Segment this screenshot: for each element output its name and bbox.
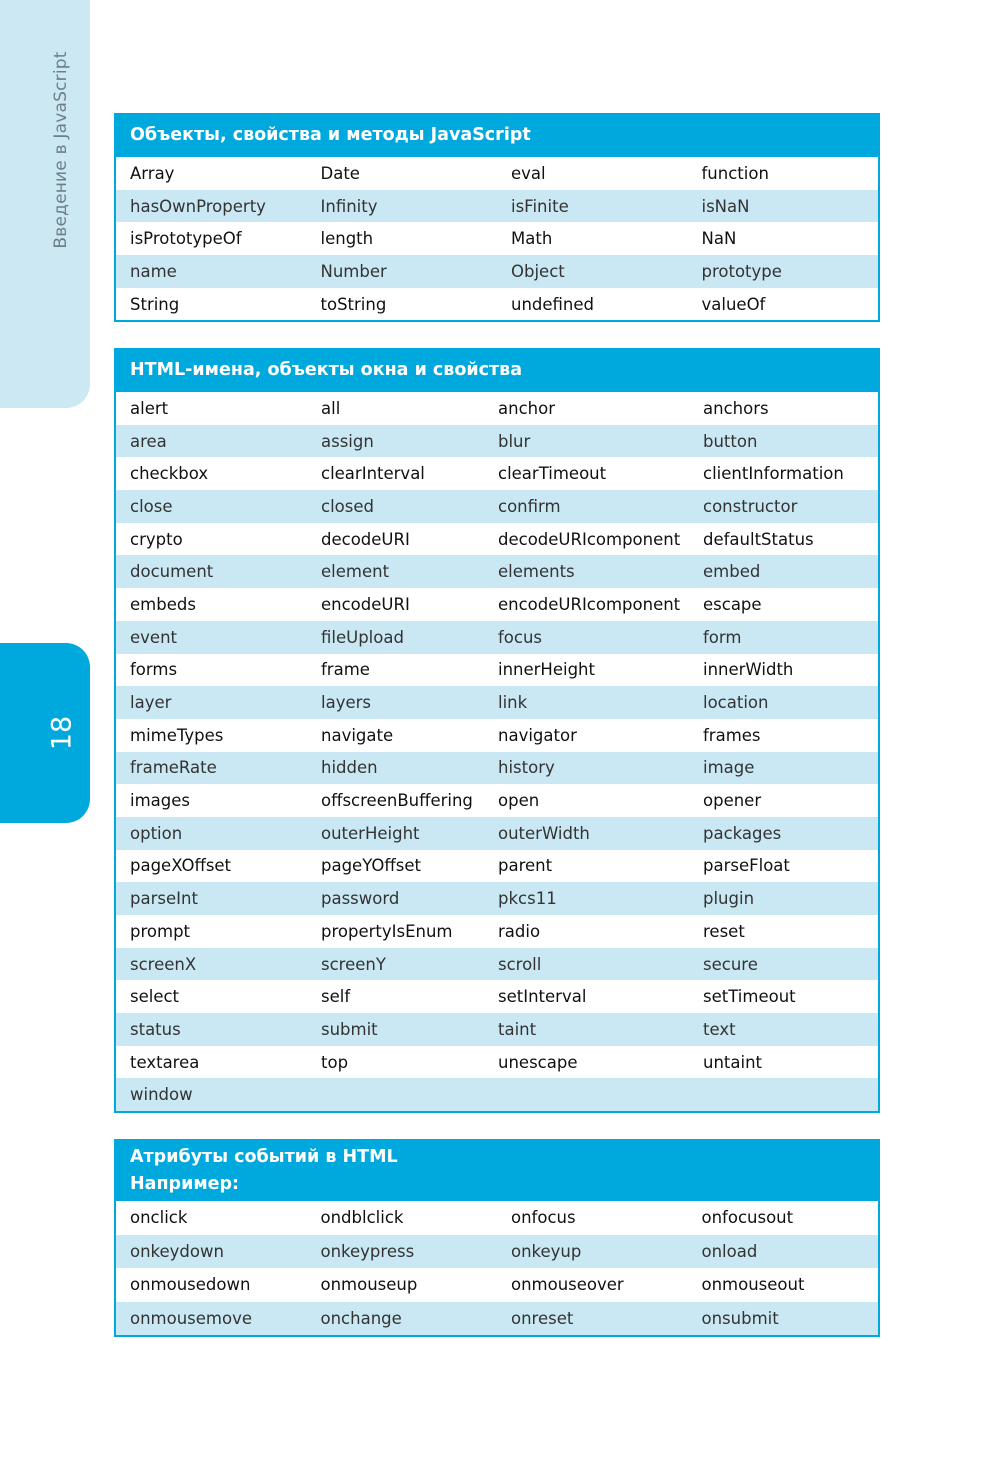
table-cell: onload — [701, 1241, 758, 1261]
table-cell: escape — [703, 594, 762, 614]
table-cell: setInterval — [498, 987, 587, 1007]
table-cell: onsubmit — [701, 1309, 779, 1329]
table-row — [116, 457, 878, 490]
table-row — [116, 288, 878, 321]
side-margin-band — [0, 0, 90, 408]
table-row — [116, 157, 878, 190]
table-cell: valueOf — [701, 294, 766, 314]
table-row — [116, 817, 878, 850]
table-cell: parseFloat — [703, 856, 790, 876]
table-row — [116, 915, 878, 948]
table-row — [116, 1302, 878, 1336]
table-cell: blur — [498, 431, 531, 451]
table-cell: hidden — [321, 758, 378, 778]
table-cell: String — [130, 294, 180, 314]
table-cell: mimeTypes — [130, 725, 224, 745]
table-row — [116, 654, 878, 687]
table-row — [116, 392, 878, 425]
table-row — [116, 1268, 878, 1302]
table-cell: isNaN — [701, 196, 750, 216]
table-cell: anchors — [703, 398, 769, 418]
table-row — [116, 523, 878, 556]
table-cell: encodeURI — [321, 594, 410, 614]
table-cell: Number — [320, 261, 387, 281]
table-cell: offscreenBuffering — [321, 791, 473, 811]
table-row — [116, 1046, 878, 1079]
table-cell: isPrototypeOf — [130, 229, 242, 249]
table-cell: isFinite — [511, 196, 569, 216]
html-names-table — [114, 348, 880, 1113]
table-cell: outerHeight — [321, 823, 420, 843]
table-cell: layer — [130, 693, 172, 713]
table-cell: pkcs11 — [498, 889, 557, 909]
table-cell: NaN — [701, 229, 737, 249]
table-row — [116, 588, 878, 621]
table-cell: layers — [321, 693, 371, 713]
table-cell: clearInterval — [321, 464, 425, 484]
table-cell: scroll — [498, 954, 542, 974]
table-cell: event — [130, 627, 177, 647]
table-cell: form — [703, 627, 742, 647]
table-cell: secure — [703, 954, 758, 974]
table-cell: Math — [511, 229, 553, 249]
table-cell: parent — [498, 856, 553, 876]
table-cell: password — [321, 889, 400, 909]
table-cell: text — [703, 1019, 736, 1039]
table-cell: fileUpload — [321, 627, 404, 647]
table-cell: image — [703, 758, 755, 778]
table-cell: setTimeout — [703, 987, 796, 1007]
table-header — [116, 1141, 878, 1201]
table-row — [116, 1235, 878, 1269]
table-cell: decodeURIcomponent — [498, 529, 681, 549]
table-row — [116, 222, 878, 255]
table-cell: onreset — [511, 1309, 574, 1329]
table-cell: window — [130, 1085, 193, 1105]
table-cell: propertyIsEnum — [321, 921, 453, 941]
table-cell: outerWidth — [498, 823, 590, 843]
table-cell: screenX — [130, 954, 197, 974]
table-cell: document — [130, 562, 214, 582]
table-cell: embeds — [130, 594, 196, 614]
table-cell: select — [130, 987, 180, 1007]
table-cell: Object — [511, 261, 565, 281]
table-cell: onclick — [130, 1208, 188, 1228]
table-cell: pageXOffset — [130, 856, 232, 876]
table-cell: taint — [498, 1019, 537, 1039]
table-cell: packages — [703, 823, 782, 843]
table-cell: innerWidth — [703, 660, 794, 680]
table-cell: function — [701, 163, 769, 183]
table-cell: undefined — [511, 294, 595, 314]
table-row — [116, 719, 878, 752]
table-cell: encodeURIcomponent — [498, 594, 681, 614]
table-cell: decodeURI — [321, 529, 410, 549]
table-cell: top — [321, 1052, 349, 1072]
table-cell: constructor — [703, 496, 798, 516]
table-row — [116, 948, 878, 981]
table-cell: element — [321, 562, 390, 582]
table-cell: onkeyup — [511, 1241, 582, 1261]
table-cell: closed — [321, 496, 374, 516]
table-cell: eval — [511, 163, 546, 183]
table-cell: onfocus — [511, 1208, 576, 1228]
table-cell: all — [321, 398, 341, 418]
table-cell: hasOwnProperty — [130, 196, 266, 216]
table-cell: pageYOffset — [321, 856, 421, 876]
table-cell: frameRate — [130, 758, 217, 778]
table-cell: onchange — [320, 1309, 402, 1329]
table-cell: history — [498, 758, 555, 778]
table-row — [116, 1201, 878, 1235]
table-title: HTML-имена, объекты окна и свойства — [130, 360, 523, 381]
table-cell: embed — [703, 562, 761, 582]
table-cell: Infinity — [320, 196, 378, 216]
table-cell: onmouseout — [701, 1275, 805, 1295]
table-cell: location — [703, 693, 769, 713]
table-cell: onmousemove — [130, 1309, 253, 1329]
table-cell: navigate — [321, 725, 394, 745]
table-cell: elements — [498, 562, 575, 582]
table-title: Атрибуты событий в HTML — [130, 1147, 398, 1167]
reserved-words-table — [114, 113, 880, 322]
table-cell: checkbox — [130, 464, 209, 484]
table-cell: confirm — [498, 496, 561, 516]
table-cell: images — [130, 791, 190, 811]
table-cell: crypto — [130, 529, 183, 549]
table-cell: prompt — [130, 921, 191, 941]
page-number: 18 — [46, 715, 78, 751]
table-cell: Date — [320, 163, 360, 183]
table-cell: parseInt — [130, 889, 198, 909]
running-head: Введение в JavaScript — [51, 51, 71, 249]
table-cell: self — [321, 987, 351, 1007]
table-row — [116, 1013, 878, 1046]
table-cell: open — [498, 791, 540, 811]
table-cell: focus — [498, 627, 543, 647]
table-cell: onkeypress — [320, 1241, 415, 1261]
table-row — [116, 784, 878, 817]
table-cell: button — [703, 431, 758, 451]
table-cell: status — [130, 1019, 181, 1039]
table-cell: onfocusout — [701, 1208, 794, 1228]
event-attributes-table — [114, 1139, 880, 1337]
table-cell: onkeydown — [130, 1241, 224, 1261]
table-cell: plugin — [703, 889, 755, 909]
table-cell: prototype — [701, 261, 782, 281]
table-row — [116, 425, 878, 458]
table-cell: navigator — [498, 725, 577, 745]
table-row — [116, 255, 878, 288]
table-cell: radio — [498, 921, 541, 941]
table-cell: alert — [130, 398, 169, 418]
table-cell: onmouseup — [320, 1275, 418, 1295]
table-cell: onmouseover — [511, 1275, 624, 1295]
table-cell: onmousedown — [130, 1275, 251, 1295]
table-title: Например: — [130, 1174, 240, 1194]
table-cell: clearTimeout — [498, 464, 607, 484]
table-cell: screenY — [321, 954, 386, 974]
table-cell: close — [130, 496, 173, 516]
table-header — [116, 350, 878, 392]
table-cell: length — [320, 229, 374, 249]
table-cell: submit — [321, 1019, 378, 1039]
table-row — [116, 752, 878, 785]
table-cell: anchor — [498, 398, 555, 418]
table-cell: ondblclick — [320, 1208, 404, 1228]
table-row — [116, 621, 878, 654]
table-cell: clientInformation — [703, 464, 844, 484]
table-cell: forms — [130, 660, 178, 680]
table-cell: textarea — [130, 1052, 200, 1072]
table-header — [116, 115, 878, 157]
table-row — [116, 980, 878, 1013]
table-cell: innerHeight — [498, 660, 595, 680]
table-row — [116, 882, 878, 915]
table-row — [116, 1078, 878, 1111]
table-cell: untaint — [703, 1052, 763, 1072]
table-cell: reset — [703, 921, 745, 941]
table-cell: assign — [321, 431, 374, 451]
table-cell: Array — [130, 163, 175, 183]
table-title: Объекты, свойства и методы JavaScript — [130, 125, 531, 146]
table-cell: name — [130, 261, 177, 281]
table-cell: option — [130, 823, 183, 843]
table-cell: area — [130, 431, 167, 451]
table-cell: opener — [703, 791, 762, 811]
table-cell: defaultStatus — [703, 529, 814, 549]
table-cell: frames — [703, 725, 761, 745]
table-row — [116, 490, 878, 523]
table-cell: link — [498, 693, 528, 713]
table-cell: toString — [320, 294, 387, 314]
table-cell: unescape — [498, 1052, 578, 1072]
table-row — [116, 686, 878, 719]
table-row — [116, 555, 878, 588]
table-row — [116, 190, 878, 223]
table-row — [116, 850, 878, 883]
table-cell: frame — [321, 660, 370, 680]
